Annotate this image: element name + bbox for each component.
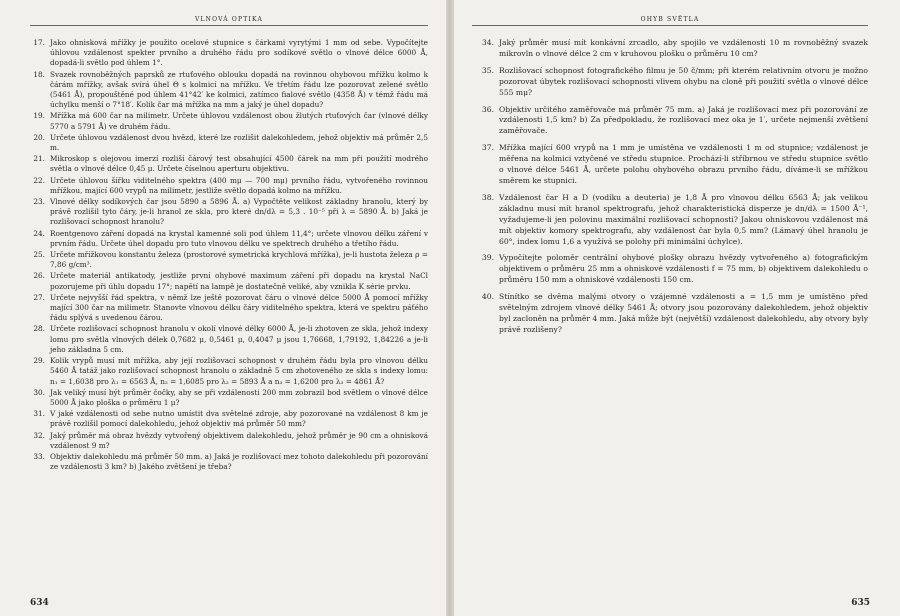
problem-list-right [472,38,868,336]
problem-item [30,133,428,153]
problem-number: 22. [33,175,45,185]
problem-text: Určete úhlovou šířku viditelného spektra (400 mμ — 700 mμ) prvního řádu, vytvořeného rovinnou mřížkou, mající 600 vrypů na milimetr, jestliže světlo dopadá kolmo na mřížku. [50,175,428,195]
right-page [454,0,900,616]
problem-item [30,271,428,291]
problem-text: Určete mřížkovou konstantu železa (prostorové symetrická krychlová mřížka), je-li hustota železa ρ = 7,86 g/cm³. [50,250,428,270]
problem-item [30,229,428,249]
problem-item [30,409,428,429]
problem-number: 34. [481,38,494,47]
problem-item [472,143,868,187]
problem-item [30,250,428,270]
problem-item [30,111,428,131]
problem-number: 28. [33,324,45,334]
problem-number: 25. [33,250,45,260]
problem-text: Určete rozlišovací schopnost hranolu v okolí vlnové délky 6000 Å, je-li zhotoven ze skla, jehož indexy lomu pro světla vlnových délek 0,7682 μ, 0,5461 μ, 0,4047 μ jsou 1,76668, 1,79192, 1,84226 a je-li jeho základna 5 cm. [50,324,428,354]
page-number-right: 635 [851,598,870,608]
problem-item [30,197,428,228]
problem-number: 29. [33,356,45,366]
problem-text: Jaký průměr má obraz hvězdy vytvořený objektivem dalekohledu, jehož průměr je 90 cm a ohnisková vzdálenost 9 m? [50,430,428,450]
problem-text: Roentgenovo záření dopadá na krystal kamenné soli pod úhlem 11,4°; určete vlnovou délku záření v prvním řádu. Určete úhel dopadu pro tuto vlnovou délku ve spektrech druhého a třetího řádu. [50,228,428,248]
problem-number: 20. [33,132,45,142]
problem-item [30,431,428,451]
running-head-left: VLNOVÁ OPTIKA [30,16,428,26]
problem-number: 17. [33,38,45,47]
problem-text: Rozlišovací schopnost fotografického filmu je 50 č/mm; při kterém relativním otvoru je možno pozorovat úbytek rozlišovací schopnosti vlivem ohybu na cloně při použití světla o vlnové délce 555 mμ? [499,65,868,97]
problem-item [30,356,428,387]
problem-item [30,388,428,408]
problem-text: Určete úhlovou vzdálenost dvou hvězd, které lze rozlišit dalekohledem, jehož objektiv má průměr 2,5 m. [50,132,428,153]
problem-text: Určete nejvyšší řád spektra, v němž lze ještě pozorovat čáru o vlnové délce 5000 Å pomocí mřížky mající 300 čar na milimetr. Stanovte vlnovou délku čáry viditelného spektra, která ve spektru páťého řádu splývá s uvedenou čárou. [50,292,428,323]
problem-item [30,154,428,174]
problem-text: Objektiv určitého zaměřovače má průměr 75 mm. a) Jaká je rozlišovací mez při pozorování ze vzdálenosti 1,5 km? b) Za předpokladu, že rozlišovací mez oka je 1′, určete nejmenší zvětšení zaměřovače. [499,104,868,136]
problem-text: Mikroskop s olejovou imerzí rozliší čárový test obsahující 4500 čárek na mm při použití modrého světla o vlnové délce 0,45 μ. Určete číselnou aperturu objektivu. [50,154,428,174]
problem-number: 26. [33,271,45,281]
problem-number: 40. [481,292,494,302]
problem-item [472,253,868,286]
problem-number: 19. [33,111,45,121]
problem-text: Kolik vrypů musí mít mřížka, aby její rozlišovací schopnost v druhém řádu byla pro vlnovou délku 5460 Å tatáž jako rozlišovací schopnost hranolu o základně 5 cm zhotoveného ze skla s indexy lomu: n₁ = 1,6038 pro λ₁ = 6563 Å, n₂ = 1,6085 pro λ₂ = 5893 Å a n₃ = 1,6200 pro λ₃ = 4861 Å? [50,356,428,386]
problem-text: Vzdálenost čar H a D (vodíku a deuteria) je 1,8 Å pro vlnovou délku 6563 Å; jak velikou základnu musí mít hranol spektrografu, jehož charakteristická disperze je dn/dλ = 1500 Å⁻¹, vyžadujeme-li jen polovinu maximální rozlišovací schopnosti? Jakou ohniskovou vzdálenost má mít objektiv komory spektrografu, aby vzdálenost čar byla 0,5 mm? (Lámavý úhel hranolu je 60°, index lomu 1,6 a využívá se polohy při minimální úchylce). [499,192,868,246]
problem-text: Jak veliký musí být průměr čočky, aby se při vzdálenosti 200 mm zobrazil bod světlem o vlnové délce 5000 Å jako ploška o průměru 1 μ? [50,387,428,407]
problem-text: Jaký průměr musí mít konkávní zrcadlo, aby spojilo ve vzdálenosti 10 m rovnoběžný svazek mikrovln o vlnové délce 2 cm v kruhovou plošku o průměru 10 cm? [499,38,868,58]
problem-number: 37. [481,143,494,153]
problem-text: Vlnové délky sodíkových čar jsou 5890 a 5896 Å. a) Vypočtěte velikost základny hranolu, který by právě rozlišil tyto čáry, je-li hranol ze skla, pro které dn/dλ = 5,3 . 10⁻⁵ při λ = 5890 Å. b) Jaká je rozlišovací schopnost hranolu? [50,197,428,227]
problem-item [30,293,428,324]
problem-number: 39. [481,253,494,263]
problem-text: Vypočítejte poloměr centrální ohybové plošky obrazu hvězdy vytvořeného a) fotografickým objektivem o průměru 25 mm a ohniskové vzdálenosti f = 75 mm, b) objektivem dalekohledu o průměru 150 mm a ohniskové vzdálenosti 150 cm. [499,253,868,285]
problem-text: Jako ohnisková mřížky je použito ocelové stupnice s čárkami vyrytými 1 mm od sebe. Vypočítejte úhlovou vzdálenost spekter prvního a druhého řádu pro sodíkové světlo o vlnové délce 6000 Å, dopadá-li světlo pod úhlem 1°. [50,38,428,68]
problem-number: 30. [33,387,45,397]
problem-item [30,324,428,355]
problem-number: 35. [481,65,494,75]
problem-text: Určete materiál antikatody, jestliže první ohybové maximum záření při dopadu na krystal NaCl pozorujeme při úhlu dopadu 17°; napětí na lampě je dostatečně veliké, aby vznikla K série prvku. [50,271,428,291]
problem-number: 32. [33,430,45,440]
problem-number: 33. [33,451,45,461]
problem-item [472,105,868,138]
book-gutter [446,0,454,616]
problem-number: 24. [33,228,45,238]
problem-text: Svazek rovnoběžných paprsků ze rtuťového oblouku dopadá na rovinnou ohybovou mřížku kolmo k čárám mřížky, avšak svírá úhel Θ s kolmicí na mřížku. Ve třetím řádu lze pozorovat zelené světlo (5461 Å), propouštěné pod úhlem 41°42′ ke kolmici, zatímco fialové světlo (4358 Å) v témž řádu má úchylku menší o 7°18′. Kolik čar má mřížka na mm a jaký je úhel dopadu? [50,69,428,110]
problem-item [472,66,868,99]
problem-item [472,193,868,248]
problem-item [472,292,868,336]
problem-item [30,176,428,196]
left-page [0,0,446,616]
page-number-left: 634 [30,598,49,608]
problem-text: V jaké vzdálenosti od sebe nutno umístit dva světelné zdroje, aby pozorované na vzdálenost 8 km je právě rozlišil pomocí dalekohledu, jehož objektiv má průměr 50 mm? [50,409,428,429]
problem-text: Mřížka má 600 čar na milimetr. Určete úhlovou vzdálenost obou žlutých rtuťových čar (vlnové délky 5770 a 5791 Å) ve druhém řádu. [50,111,428,131]
problem-number: 36. [481,104,494,114]
problem-number: 23. [33,197,45,207]
problem-text: Stínítko se dvěma malými otvory o vzájemné vzdálenosti a = 1,5 mm je umístěno před světelným zdrojem vlnové délky 5461 Å; otvory jsou pozorovány dalekohledem, jehož objektiv byl zacloněn na průměr 4 mm. Jaká může být (největší) vzdálenost dalekohledu, aby otvory byly právě rozlišeny? [499,292,868,334]
running-head-right: OHYB SVĚTLA [472,16,868,26]
problem-item [30,452,428,472]
problem-list-left [30,38,428,472]
problem-text: Mřížka mající 600 vrypů na 1 mm je umístěna ve vzdálenosti 1 m od stupnice; vzdálenost je měřena na kolmici vztyčené ve středu stupnice. Prochází-li stříbrnou ve středu stupnice světlo o vlnové délce 5461 Å, určete polohu ohybového obrazu prvního řádu, díváme-li se mřížkou směrem ke stupnici. [499,143,868,185]
problem-number: 18. [33,69,45,79]
problem-text: Objektiv dalekohledu má průměr 50 mm. a) Jaká je rozlišovací mez tohoto dalekohledu při pozorování ze vzdálenosti 3 km? b) Jakého zvětšení je třeba? [50,451,428,472]
problem-number: 27. [33,292,45,302]
problem-item [30,38,428,69]
problem-item [30,70,428,111]
problem-number: 21. [33,154,45,164]
problem-item [472,38,868,60]
problem-number: 38. [481,192,494,202]
problem-number: 31. [33,409,45,419]
